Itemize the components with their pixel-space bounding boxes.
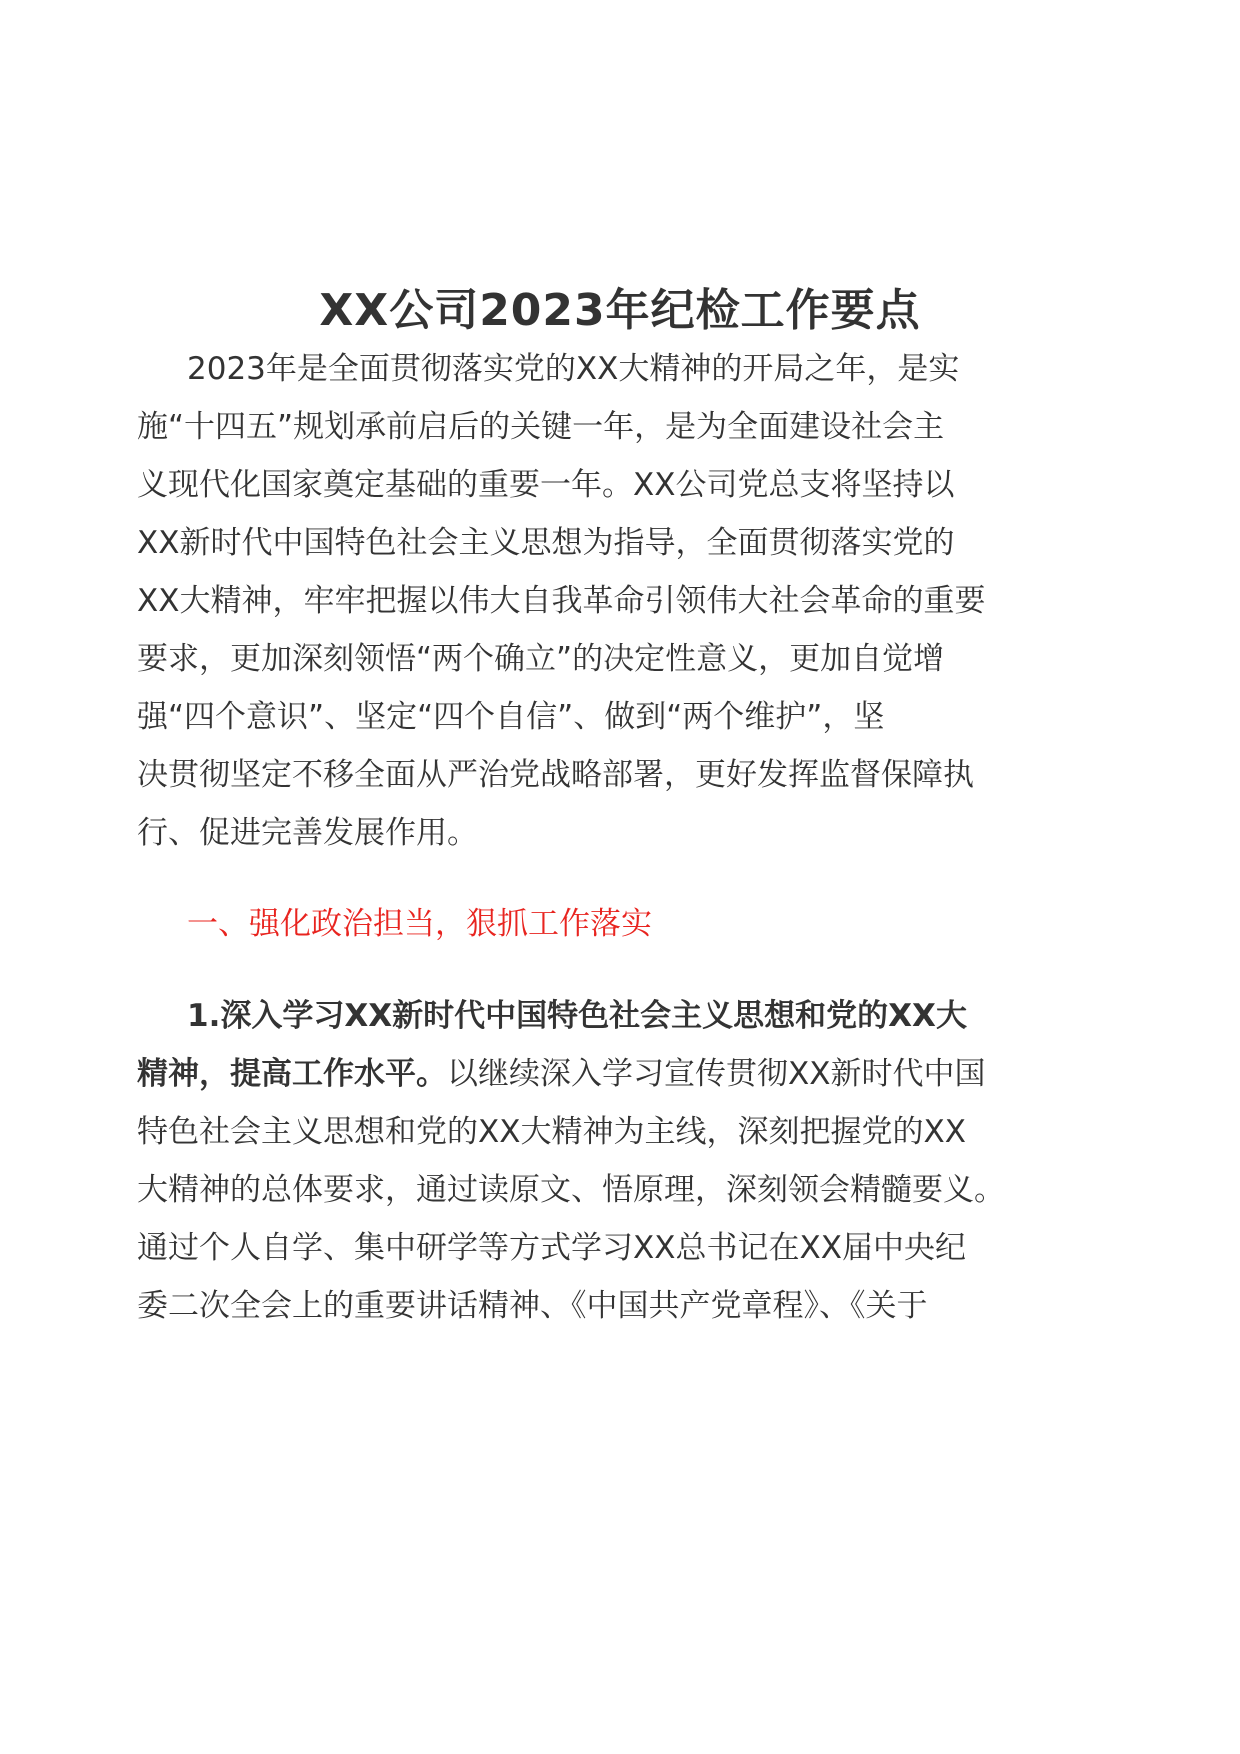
item1-line-4: 大精神的总体要求，通过读原文、悟原理，深刻领会精髓要义。	[137, 1172, 1005, 1208]
item1-line-2	[137, 1054, 985, 1094]
item1-line-2-text: 以继续深入学习宣传贯彻XX新时代中国	[447, 1056, 986, 1092]
intro-line-3: 义现代化国家奠定基础的重要一年。XX公司党总支将坚持以	[137, 467, 955, 503]
item1-heading-line-1: 1.深入学习XX新时代中国特色社会主义思想和党的XX大	[187, 998, 967, 1034]
item1-line-3: 特色社会主义思想和党的XX大精神为主线，深刻把握党的XX	[137, 1114, 966, 1150]
intro-line-1: 2023年是全面贯彻落实党的XX大精神的开局之年，是实	[187, 351, 960, 387]
intro-line-7: 强“四个意识”、坚定“四个自信”、做到“两个维护”，坚	[137, 699, 885, 735]
document-title: XX公司2023年纪检工作要点	[319, 285, 921, 336]
section-heading: 一、强化政治担当，狠抓工作落实	[187, 906, 652, 942]
item1-line-5: 通过个人自学、集中研学等方式学习XX总书记在XX届中央纪	[137, 1230, 966, 1266]
intro-line-9: 行、促进完善发展作用。	[137, 815, 478, 851]
item1-line-6: 委二次全会上的重要讲话精神、《中国共产党章程》、《关于	[137, 1288, 928, 1324]
item1-heading-line-2: 精神，提高工作水平。	[137, 1056, 447, 1092]
intro-line-4: XX新时代中国特色社会主义思想为指导，全面贯彻落实党的	[137, 525, 955, 561]
intro-line-5: XX大精神，牢牢把握以伟大自我革命引领伟大社会革命的重要	[137, 583, 986, 619]
intro-line-2: 施“十四五”规划承前启后的关键一年，是为全面建设社会主	[137, 409, 945, 445]
intro-line-8: 决贯彻坚定不移全面从严治党战略部署，更好发挥监督保障执	[137, 757, 974, 793]
intro-line-6: 要求，更加深刻领悟“两个确立”的决定性意义，更加自觉增	[137, 641, 945, 677]
